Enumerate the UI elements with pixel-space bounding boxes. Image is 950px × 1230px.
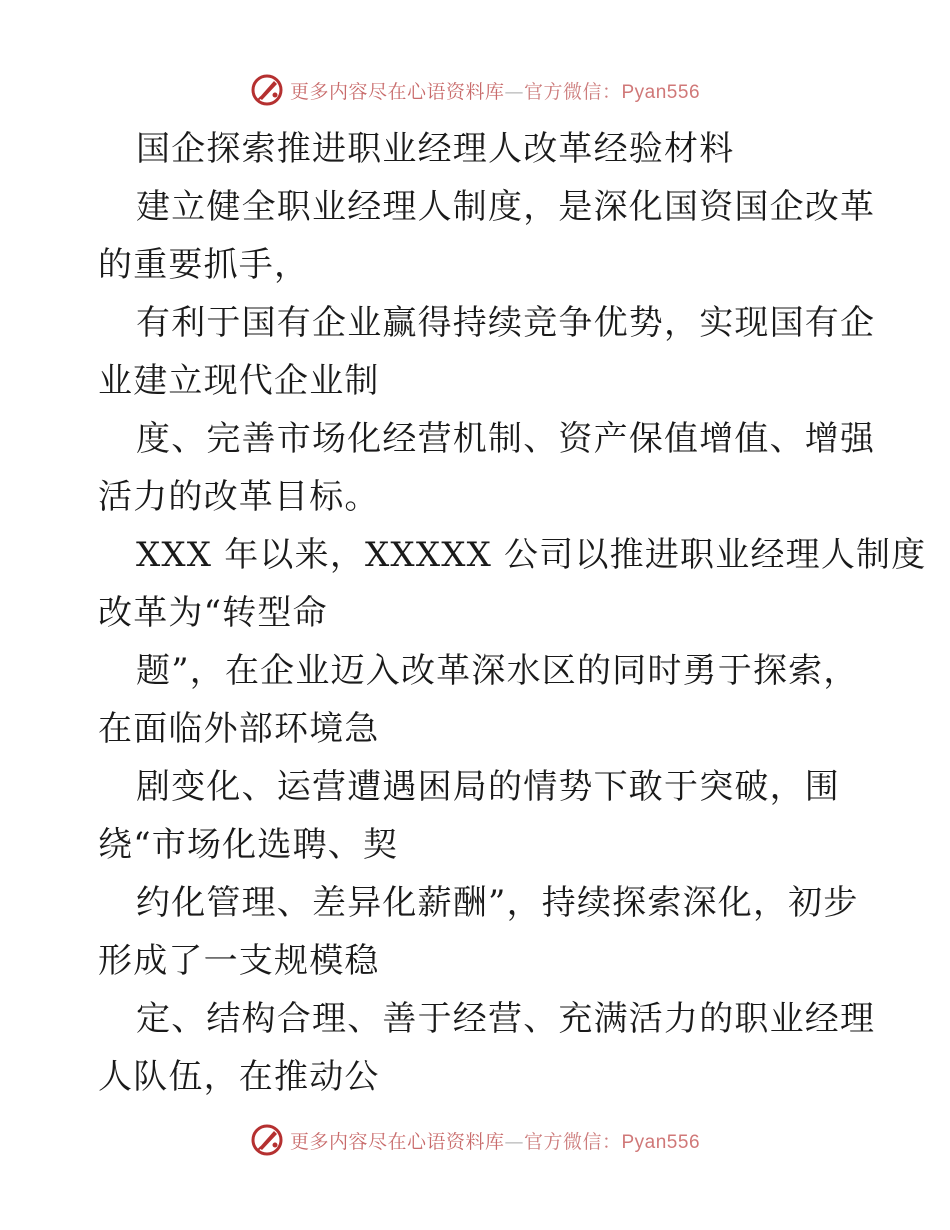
footer-banner-content (250, 1123, 700, 1157)
document-body (98, 120, 927, 1106)
footer-dash: — (504, 1130, 524, 1153)
quill-logo-icon (250, 1123, 284, 1157)
footer-wechat-label: 官方微信： (523, 1130, 622, 1153)
paragraph-line: 度、完善市场化经营机制、资产保值增值、增强 (136, 419, 876, 459)
paragraph-line: 定、结构合理、善于经营、充满活力的职业经理 (136, 999, 876, 1039)
paragraph-line: 业建立现代企业制 (98, 361, 380, 401)
paragraph-line: 在面临外部环境急 (98, 709, 380, 749)
paragraph-line: 约化管理、差异化薪酬”，持续探索深化，初步 (136, 883, 859, 923)
paragraph-line: 人队伍，在推动公 (98, 1057, 380, 1097)
footer-site-name: 更多内容尽在心语资料库 (289, 1130, 505, 1153)
header-banner-text (290, 77, 700, 104)
paragraph-line: 有利于国有企业赢得持续竞争优势，实现国有企 (136, 303, 876, 343)
header-wechat-label: 官方微信： (523, 80, 622, 103)
header-banner-content (250, 73, 700, 107)
paragraph-line: 题”，在企业迈入改革深水区的同时勇于探索， (136, 651, 859, 691)
paragraph-line: 的重要抓手， (98, 245, 310, 285)
paragraph-line: XXX 年以来，XXXXX 公司以推进职业经理人制度 (136, 535, 927, 575)
header-banner (0, 70, 950, 110)
header-dash: — (504, 80, 524, 103)
paragraph-line: 绕“市场化选聘、契 (98, 825, 399, 865)
paragraph-line: 建立健全职业经理人制度，是深化国资国企改革 (136, 187, 876, 227)
footer-banner-text (290, 1127, 700, 1154)
footer-banner (0, 1120, 950, 1160)
paragraph-line: 改革为“转型命 (98, 593, 328, 633)
paragraph-line: 活力的改革目标。 (98, 477, 380, 517)
header-site-name: 更多内容尽在心语资料库 (289, 80, 505, 103)
paragraph-line: 形成了一支规模稳 (98, 941, 380, 981)
quill-logo-icon (250, 73, 284, 107)
paragraph-line: 剧变化、运营遭遇困局的情势下敢于突破，围 (136, 767, 840, 807)
header-wechat-id: Pyan556 (621, 81, 701, 103)
footer-wechat-id: Pyan556 (621, 1131, 701, 1153)
document-title: 国企探索推进职业经理人改革经验材料 (136, 129, 735, 169)
